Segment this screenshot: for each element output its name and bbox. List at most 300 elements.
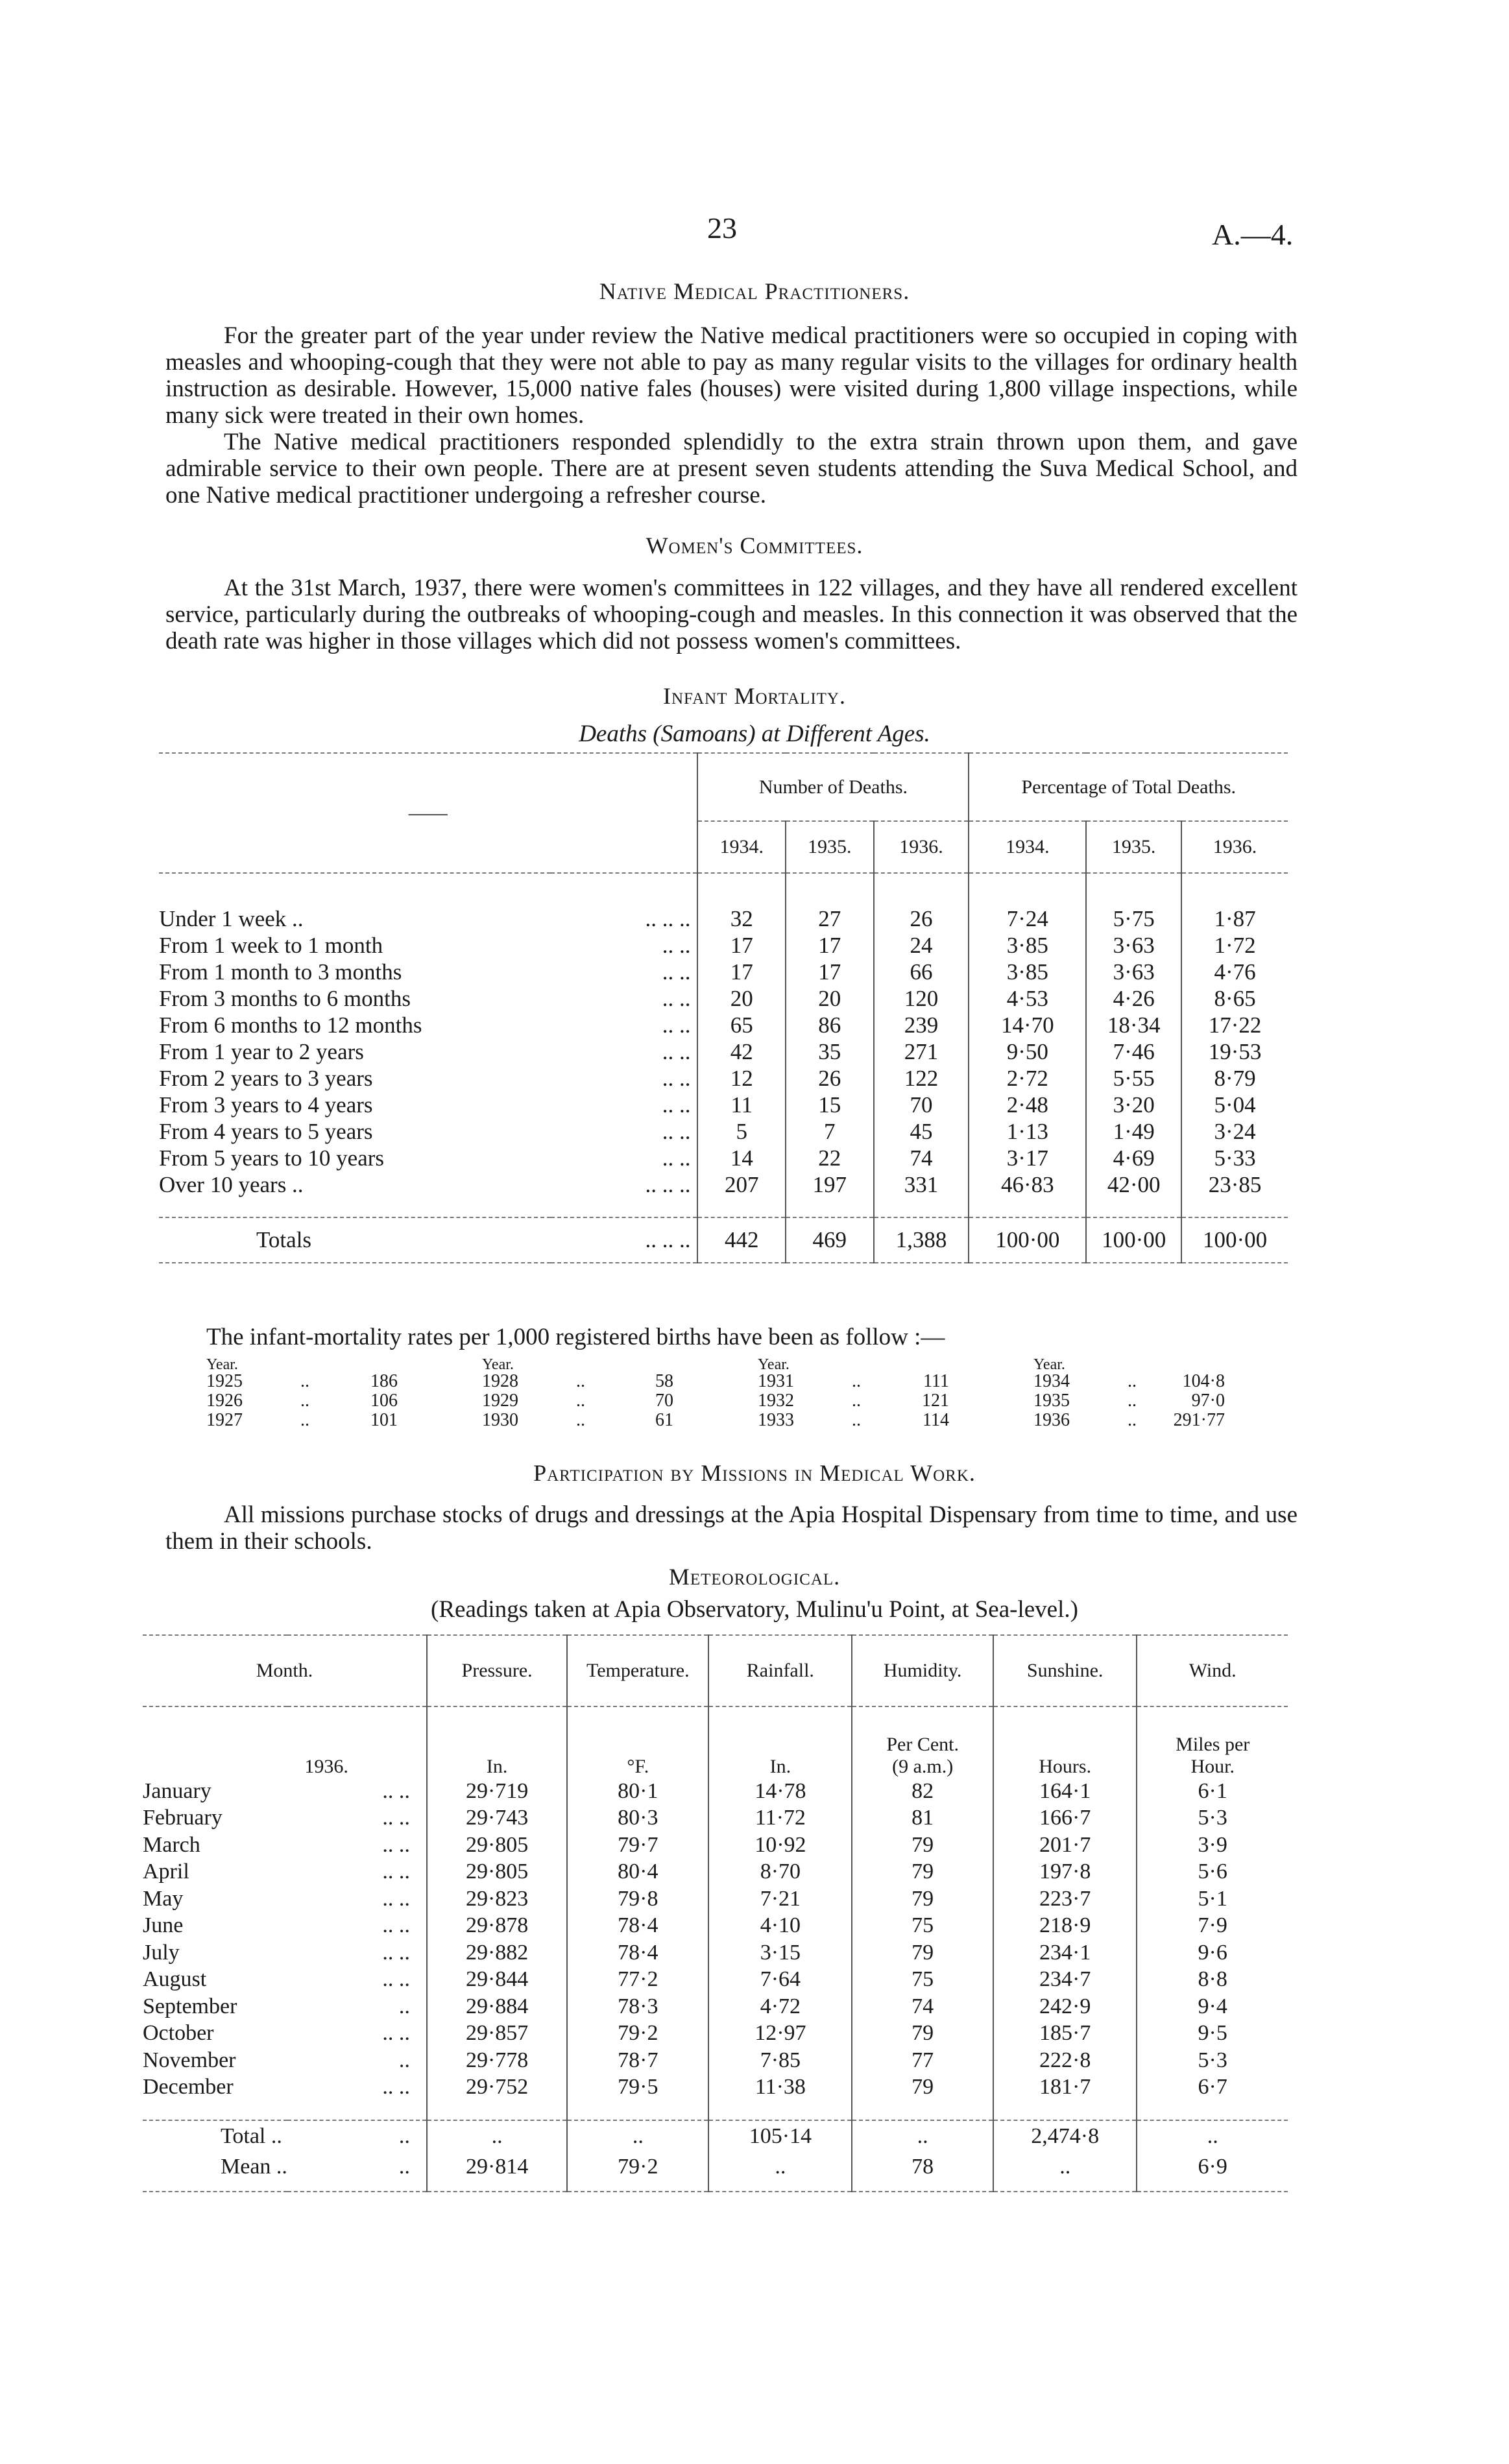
meteo-value-cell: 9·6	[1137, 1939, 1288, 1967]
meteo-value-cell: 79·5	[567, 2074, 708, 2101]
womens-committees-paragraph: At the 31st March, 1937, there were women's committees in 122 villages, and they have all rendered excellent service, particularly during the outbreaks of whooping-cough and measles. In this connection it was observed that the death rate was higher in those villages which did not possess women's committees.	[165, 575, 1298, 654]
infant-value-cell: 23·85	[1181, 1171, 1288, 1198]
leader-dots: .. ..	[382, 2075, 410, 2099]
infant-value-cell: 35	[786, 1038, 874, 1065]
rates-year: 1927	[206, 1410, 243, 1430]
month-label: February	[143, 1806, 223, 1830]
meteo-value-cell: 10·92	[708, 1832, 852, 1859]
rates-dots: ..	[576, 1410, 585, 1430]
meteo-mean-row	[143, 2151, 1288, 2183]
rates-value: 97·0	[1191, 1391, 1225, 1411]
infant-stub-header: ——	[408, 802, 448, 824]
meteo-value-cell: 29·882	[427, 1939, 567, 1967]
meteo-value-cell: 29·805	[427, 1832, 567, 1859]
infant-value-cell: 5·55	[1086, 1065, 1181, 1092]
infant-value-cell: 8·79	[1181, 1065, 1288, 1092]
leader-dots: .. ..	[662, 1038, 691, 1064]
header-humidity: Humidity.	[852, 1635, 993, 1706]
month-label: May	[143, 1886, 184, 1911]
meteo-value-cell: 79	[852, 2020, 993, 2048]
infant-value-cell: 26	[786, 1065, 874, 1092]
infant-value-cell: 7·46	[1086, 1038, 1181, 1065]
infant-value-cell: 3·17	[969, 1145, 1086, 1171]
unit-wind: Miles per Hour.	[1137, 1706, 1288, 1778]
infant-value-cell: 20	[697, 985, 786, 1012]
rates-intro: The infant-mortality rates per 1,000 registered births have been as follow :—	[206, 1324, 945, 1350]
meteo-value-cell: 7·64	[708, 1967, 852, 1994]
rates-year: 1934	[1033, 1371, 1070, 1391]
infant-value-cell: 239	[874, 1012, 969, 1038]
infant-value-cell: 4·26	[1086, 985, 1181, 1012]
meteo-value-cell: 222·8	[993, 2047, 1137, 2074]
rates-value: 121	[922, 1391, 949, 1411]
meteo-value-cell: 29·878	[427, 1913, 567, 1940]
meteo-value-cell: 29·752	[427, 2074, 567, 2101]
meteo-value-cell: 218·9	[993, 1913, 1137, 1940]
infant-value-cell: 11	[697, 1092, 786, 1118]
native-medical-paragraph-1: For the greater part of the year under review the Native medical practitioners were so occupied in coping with measles and whooping-cough that they were not able to pay as many regular visits to the villages for ordinary health instruction as desirable. However, 15,000 native fales (houses) were visited during 1,800 village inspections, while many sick were treated in their own homes.	[165, 322, 1298, 429]
meteo-value-cell: 75	[852, 1913, 993, 1940]
infant-value-cell: 66	[874, 959, 969, 985]
meteo-value-cell: 29·857	[427, 2020, 567, 2048]
infant-table-caption: Deaths (Samoans) at Different Ages.	[579, 721, 930, 747]
meteo-value-cell: 79	[852, 2074, 993, 2101]
meteo-value-cell: 8·8	[1137, 1967, 1288, 1994]
leader-dots: .. .. ..	[645, 905, 691, 931]
infant-value-cell: 1·72	[1181, 932, 1288, 959]
unit-humidity: Per Cent. (9 a.m.)	[852, 1706, 993, 1778]
missions-paragraph: All missions purchase stocks of drugs and dressings at the Apia Hospital Dispensary from time to time, and use them in their schools.	[165, 1501, 1298, 1555]
infant-value-cell: 1·13	[969, 1118, 1086, 1145]
meteo-mean-cell: 79·2	[567, 2151, 708, 2183]
unit-temperature: °F.	[567, 1706, 708, 1778]
unit-year: 1936.	[304, 1756, 348, 1777]
rates-dots: ..	[852, 1391, 861, 1411]
rates-dots: ..	[576, 1391, 585, 1411]
rates-value: 70	[655, 1391, 673, 1411]
age-group-label: From 2 years to 3 years	[159, 1065, 373, 1091]
leader-dots: .. ..	[382, 1967, 410, 1992]
womens-committees-text	[165, 575, 1298, 654]
month-label: March	[143, 1832, 200, 1857]
meteo-value-cell: 29·778	[427, 2047, 567, 2074]
infant-totals-row	[159, 1217, 1288, 1263]
age-group-label: From 3 years to 4 years	[159, 1092, 373, 1118]
infant-value-cell: 70	[874, 1092, 969, 1118]
infant-row	[159, 959, 1288, 985]
meteo-value-cell: 80·4	[567, 1859, 708, 1886]
infant-total-cell: 100·00	[1181, 1217, 1288, 1263]
rates-entry	[206, 1372, 482, 1391]
leader-dots: .. .. ..	[645, 1171, 691, 1197]
infant-total-cell: 1,388	[874, 1217, 969, 1263]
infant-row	[159, 1118, 1288, 1145]
leader-dots: .. ..	[662, 1118, 691, 1144]
infant-value-cell: 14	[697, 1145, 786, 1171]
meteo-value-cell: 78·4	[567, 1939, 708, 1967]
infant-value-cell: 1·87	[1181, 905, 1288, 932]
rates-entry	[758, 1372, 1033, 1391]
total-label: Total ..	[221, 2123, 282, 2148]
infant-value-cell: 17·22	[1181, 1012, 1288, 1038]
infant-value-cell: 19·53	[1181, 1038, 1288, 1065]
meteo-value-cell: 201·7	[993, 1832, 1137, 1859]
meteo-value-cell: 29·844	[427, 1967, 567, 1994]
infant-value-cell: 3·63	[1086, 932, 1181, 959]
month-label: January	[143, 1778, 211, 1803]
meteo-row	[143, 2020, 1288, 2048]
infant-value-cell: 2·48	[969, 1092, 1086, 1118]
rates-entry	[206, 1411, 482, 1430]
infant-value-cell: 86	[786, 1012, 874, 1038]
meteo-value-cell: 197·8	[993, 1859, 1137, 1886]
rates-value: 61	[655, 1410, 673, 1430]
mean-label: Mean ..	[221, 2155, 287, 2179]
year-header: 1934.	[697, 821, 786, 873]
rates-dots: ..	[300, 1371, 309, 1391]
infant-value-cell: 4·69	[1086, 1145, 1181, 1171]
leader-dots: ..	[398, 2155, 410, 2179]
meteo-value-cell: 181·7	[993, 2074, 1137, 2101]
infant-value-cell: 65	[697, 1012, 786, 1038]
meteo-value-cell: 5·6	[1137, 1859, 1288, 1886]
section-heading-infant-mortality: Infant Mortality.	[663, 683, 846, 709]
meteo-value-cell: 9·4	[1137, 1993, 1288, 2020]
header-temperature: Temperature.	[567, 1635, 708, 1706]
meteo-value-cell: 77	[852, 2047, 993, 2074]
meteo-value-cell: 80·1	[567, 1778, 708, 1805]
infant-value-cell: 42·00	[1086, 1171, 1181, 1198]
infant-row	[159, 1012, 1288, 1038]
infant-total-cell: 442	[697, 1217, 786, 1263]
header-wind: Wind.	[1137, 1635, 1288, 1706]
infant-value-cell: 20	[786, 985, 874, 1012]
meteo-total-cell: ..	[1137, 2120, 1288, 2151]
infant-value-cell: 15	[786, 1092, 874, 1118]
rates-value: 106	[370, 1391, 398, 1411]
leader-dots: .. ..	[382, 1940, 410, 1965]
meteo-value-cell: 8·70	[708, 1859, 852, 1886]
infant-row	[159, 1145, 1288, 1171]
meteo-value-cell: 11·38	[708, 2074, 852, 2101]
year-header: 1936.	[874, 821, 969, 873]
leader-dots: .. ..	[662, 985, 691, 1011]
infant-value-cell: 18·34	[1086, 1012, 1181, 1038]
meteo-value-cell: 7·85	[708, 2047, 852, 2074]
infant-value-cell: 207	[697, 1171, 786, 1198]
infant-value-cell: 120	[874, 985, 969, 1012]
rates-year: 1929	[482, 1391, 518, 1411]
month-label: August	[143, 1967, 207, 1992]
header-rainfall: Rainfall.	[708, 1635, 852, 1706]
meteo-value-cell: 78·7	[567, 2047, 708, 2074]
leader-dots: .. ..	[662, 1092, 691, 1118]
rates-value: 104·8	[1182, 1371, 1225, 1391]
meteo-row	[143, 1885, 1288, 1913]
age-group-label: From 1 week to 1 month	[159, 932, 383, 958]
infant-value-cell: 9·50	[969, 1038, 1086, 1065]
infant-value-cell: 5·33	[1181, 1145, 1288, 1171]
infant-mortality-rates	[206, 1323, 1309, 1430]
month-label: September	[143, 1994, 237, 2018]
infant-value-cell: 74	[874, 1145, 969, 1171]
meteo-row	[143, 1967, 1288, 1994]
rates-year-label: Year.	[758, 1356, 790, 1373]
leader-dots: .. ..	[662, 1065, 691, 1091]
leader-dots: .. ..	[382, 1860, 410, 1884]
meteo-row	[143, 1778, 1288, 1805]
infant-value-cell: 45	[874, 1118, 969, 1145]
totals-label: Totals	[256, 1227, 312, 1252]
meteo-value-cell: 81	[852, 1805, 993, 1832]
infant-value-cell: 122	[874, 1065, 969, 1092]
month-label: June	[143, 1913, 184, 1938]
meteo-value-cell: 29·805	[427, 1859, 567, 1886]
age-group-label: From 1 month to 3 months	[159, 959, 402, 985]
rates-entry	[482, 1372, 758, 1391]
leader-dots: .. ..	[382, 1832, 410, 1857]
rates-year: 1936	[1033, 1410, 1070, 1430]
rates-year: 1935	[1033, 1391, 1070, 1411]
infant-value-cell: 5·75	[1086, 905, 1181, 932]
infant-value-cell: 3·85	[969, 932, 1086, 959]
rates-year-label: Year.	[206, 1356, 238, 1373]
unit-rainfall: In.	[708, 1706, 852, 1778]
meteo-row	[143, 1913, 1288, 1940]
rates-value: 58	[655, 1371, 673, 1391]
age-group-label: From 4 years to 5 years	[159, 1118, 373, 1144]
rates-year: 1932	[758, 1391, 794, 1411]
meteo-value-cell: 14·78	[708, 1778, 852, 1805]
meteo-mean-cell: ..	[708, 2151, 852, 2183]
section-heading-meteorological: Meteorological.	[668, 1564, 841, 1590]
rates-year-label: Year.	[482, 1356, 514, 1373]
header-percentage-of-total-deaths: Percentage of Total Deaths.	[969, 753, 1288, 821]
meteo-mean-cell: 29·814	[427, 2151, 567, 2183]
leader-dots: .. ..	[382, 1913, 410, 1938]
meteo-value-cell: 79·2	[567, 2020, 708, 2048]
meteo-value-cell: 82	[852, 1778, 993, 1805]
rates-entry	[1033, 1391, 1309, 1411]
meteo-value-cell: 4·10	[708, 1913, 852, 1940]
meteo-value-cell: 80·3	[567, 1805, 708, 1832]
meteo-total-cell: ..	[427, 2120, 567, 2151]
meteo-total-cell: ..	[852, 2120, 993, 2151]
infant-value-cell: 7	[786, 1118, 874, 1145]
infant-value-cell: 2·72	[969, 1065, 1086, 1092]
infant-value-cell: 17	[786, 959, 874, 985]
page-number: 23	[707, 211, 737, 245]
infant-row	[159, 985, 1288, 1012]
month-label: November	[143, 2048, 236, 2072]
infant-value-cell: 8·65	[1181, 985, 1288, 1012]
meteo-value-cell: 78·4	[567, 1913, 708, 1940]
rates-value: 114	[923, 1410, 949, 1430]
infant-value-cell: 4·76	[1181, 959, 1288, 985]
rates-value: 186	[370, 1371, 398, 1391]
section-heading-native-medical: Native Medical Practitioners.	[599, 278, 910, 304]
age-group-label: From 5 years to 10 years	[159, 1145, 385, 1171]
rates-entry	[758, 1411, 1033, 1430]
rates-dots: ..	[300, 1391, 309, 1411]
rates-column	[206, 1358, 482, 1430]
year-header: 1936.	[1181, 821, 1288, 873]
meteo-mean-cell: 6·9	[1137, 2151, 1288, 2183]
section-heading-womens-committees: Women's Committees.	[646, 532, 863, 558]
rates-year: 1928	[482, 1371, 518, 1391]
meteo-value-cell: 11·72	[708, 1805, 852, 1832]
meteo-row	[143, 1805, 1288, 1832]
meteo-value-cell: 3·9	[1137, 1832, 1288, 1859]
infant-value-cell: 271	[874, 1038, 969, 1065]
totals-dots: .. .. ..	[645, 1227, 691, 1252]
rates-column	[758, 1358, 1033, 1430]
infant-value-cell: 3·24	[1181, 1118, 1288, 1145]
meteo-value-cell: 234·1	[993, 1939, 1137, 1967]
meteo-total-row	[143, 2120, 1288, 2151]
age-group-label: Under 1 week ..	[159, 905, 304, 931]
meteo-value-cell: 223·7	[993, 1885, 1137, 1913]
month-label: October	[143, 2021, 214, 2046]
meteo-row	[143, 1859, 1288, 1886]
meteo-value-cell: 5·1	[1137, 1885, 1288, 1913]
unit-sunshine: Hours.	[993, 1706, 1137, 1778]
age-group-label: From 3 months to 6 months	[159, 985, 411, 1011]
meteo-value-cell: 79	[852, 1939, 993, 1967]
age-group-label: From 1 year to 2 years	[159, 1038, 364, 1064]
meteo-row	[143, 1939, 1288, 1967]
leader-dots: .. ..	[382, 2021, 410, 2046]
meteo-value-cell: 166·7	[993, 1805, 1137, 1832]
infant-value-cell: 14·70	[969, 1012, 1086, 1038]
meteorological-table	[143, 1634, 1288, 2192]
rates-dots: ..	[1128, 1391, 1137, 1411]
rates-year: 1925	[206, 1371, 243, 1391]
age-group-label: From 6 months to 12 months	[159, 1012, 422, 1038]
meteo-value-cell: 79·7	[567, 1832, 708, 1859]
meteo-value-cell: 75	[852, 1967, 993, 1994]
meteo-value-cell: 5·3	[1137, 2047, 1288, 2074]
meteo-row	[143, 1993, 1288, 2020]
meteo-value-cell: 79	[852, 1832, 993, 1859]
header-pressure: Pressure.	[427, 1635, 567, 1706]
meteo-value-cell: 29·884	[427, 1993, 567, 2020]
infant-value-cell: 17	[786, 932, 874, 959]
meteo-value-cell: 9·5	[1137, 2020, 1288, 2048]
meteo-value-cell: 78·3	[567, 1993, 708, 2020]
rates-year: 1926	[206, 1391, 243, 1411]
rates-value: 101	[370, 1410, 398, 1430]
infant-value-cell: 197	[786, 1171, 874, 1198]
leader-dots: .. ..	[662, 1145, 691, 1171]
rates-dots: ..	[1128, 1410, 1137, 1430]
rates-dots: ..	[852, 1410, 861, 1430]
infant-value-cell: 12	[697, 1065, 786, 1092]
meteo-value-cell: 164·1	[993, 1778, 1137, 1805]
year-header: 1934.	[969, 821, 1086, 873]
rates-grid	[206, 1358, 1309, 1430]
rates-dots: ..	[576, 1371, 585, 1391]
infant-row	[159, 905, 1288, 932]
infant-row	[159, 1171, 1288, 1198]
meteo-mean-cell: 78	[852, 2151, 993, 2183]
meteo-value-cell: 12·97	[708, 2020, 852, 2048]
leader-dots: .. ..	[662, 959, 691, 985]
rates-entry	[1033, 1372, 1309, 1391]
leader-dots: ..	[398, 1994, 410, 2018]
rates-value: 111	[923, 1371, 949, 1391]
rates-entry	[482, 1391, 758, 1411]
leader-dots: .. ..	[382, 1778, 410, 1803]
meteo-value-cell: 79·8	[567, 1885, 708, 1913]
infant-value-cell: 3·85	[969, 959, 1086, 985]
leader-dots: ..	[398, 2123, 410, 2148]
meteo-total-cell: 105·14	[708, 2120, 852, 2151]
rates-year-label: Year.	[1033, 1356, 1065, 1373]
meteo-value-cell: 74	[852, 1993, 993, 2020]
infant-row	[159, 932, 1288, 959]
infant-total-cell: 469	[786, 1217, 874, 1263]
meteo-row	[143, 2074, 1288, 2101]
rates-entry	[1033, 1411, 1309, 1430]
meteo-value-cell: 29·823	[427, 1885, 567, 1913]
infant-value-cell: 5	[697, 1118, 786, 1145]
infant-value-cell: 5·04	[1181, 1092, 1288, 1118]
age-group-label: Over 10 years ..	[159, 1171, 304, 1197]
infant-row	[159, 1092, 1288, 1118]
meteo-value-cell: 79	[852, 1885, 993, 1913]
rates-dots: ..	[300, 1410, 309, 1430]
rates-entry	[482, 1411, 758, 1430]
meteo-row	[143, 1832, 1288, 1859]
infant-value-cell: 3·20	[1086, 1092, 1181, 1118]
year-header: 1935.	[1086, 821, 1181, 873]
infant-value-cell: 22	[786, 1145, 874, 1171]
header-sunshine: Sunshine.	[993, 1635, 1137, 1706]
rates-column	[482, 1358, 758, 1430]
infant-value-cell: 46·83	[969, 1171, 1086, 1198]
infant-value-cell: 26	[874, 905, 969, 932]
rates-year: 1933	[758, 1410, 794, 1430]
meteo-value-cell: 6·1	[1137, 1778, 1288, 1805]
meteo-value-cell: 4·72	[708, 1993, 852, 2020]
infant-value-cell: 7·24	[969, 905, 1086, 932]
meteo-row	[143, 2047, 1288, 2074]
infant-total-cell: 100·00	[1086, 1217, 1181, 1263]
meteo-total-cell: ..	[567, 2120, 708, 2151]
infant-value-cell: 42	[697, 1038, 786, 1065]
meteo-value-cell: 242·9	[993, 1993, 1137, 2020]
native-medical-text	[165, 322, 1298, 508]
infant-value-cell: 3·63	[1086, 959, 1181, 985]
header-number-of-deaths: Number of Deaths.	[697, 753, 969, 821]
rates-entry	[758, 1391, 1033, 1411]
meteo-value-cell: 6·7	[1137, 2074, 1288, 2101]
leader-dots: .. ..	[382, 1806, 410, 1830]
month-label: April	[143, 1860, 189, 1884]
rates-column	[1033, 1358, 1309, 1430]
infant-value-cell: 32	[697, 905, 786, 932]
meteo-mean-cell: ..	[993, 2151, 1137, 2183]
meteo-value-cell: 234·7	[993, 1967, 1137, 1994]
meteo-total-cell: 2,474·8	[993, 2120, 1137, 2151]
infant-value-cell: 17	[697, 932, 786, 959]
meteo-value-cell: 29·719	[427, 1778, 567, 1805]
leader-dots: .. ..	[662, 932, 691, 958]
document-reference: A.—4.	[1212, 218, 1294, 251]
month-label: July	[143, 1940, 180, 1965]
leader-dots: ..	[398, 2048, 410, 2072]
